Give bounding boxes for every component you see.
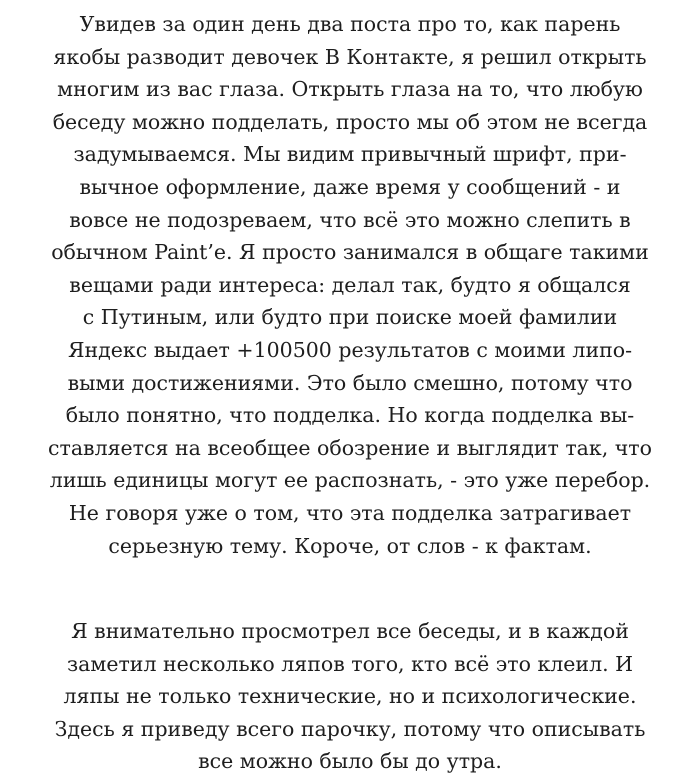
text-line: Яндекс выдает +100500 результатов с моими липо- xyxy=(67,337,633,362)
text-line: вычное оформление, даже время у сообщений - и xyxy=(79,174,621,199)
text-line: вовсе не подозреваем, что всё это можно слепить в xyxy=(69,207,631,232)
text-line: Не говоря уже о том, что эта подделка затрагивает xyxy=(68,500,632,525)
text-line: с Путиным, или будто при поиске моей фамилии xyxy=(82,305,618,330)
text-line: ставляется на всеобщее обозрение и выглядит так, что xyxy=(48,435,652,460)
text-line: лишь единицы могут ее распознать, - это уже перебор. xyxy=(49,468,651,493)
text-line: якобы разводит девочек В Контакте, я решил открыть xyxy=(53,44,647,69)
text-line: выми достижениями. Это было смешно, потому что xyxy=(67,370,633,395)
text-line: Здесь я приведу всего парочку, потому что описывать xyxy=(54,716,646,741)
paragraph-spacer xyxy=(6,562,694,615)
text-line: заметил несколько ляпов того, кто всё это клеил. И xyxy=(66,651,634,676)
text-line: все можно было бы до утра. xyxy=(198,749,502,774)
text-line: ляпы не только технические, но и психологические. xyxy=(63,684,637,709)
text-line: вещами ради интереса: делал так, будто я общался xyxy=(69,272,631,297)
text-line: серьезную тему. Короче, от слов - к фактам. xyxy=(108,533,592,558)
text-line: многим из вас глаза. Открыть глаза на то, что любую xyxy=(57,77,643,102)
paragraph-intro xyxy=(6,8,694,562)
paragraph-analysis xyxy=(6,615,694,778)
text-line: задумываемся. Мы видим привычный шрифт, при- xyxy=(73,142,627,167)
text-line: Увидев за один день два поста про то, как парень xyxy=(79,12,621,36)
text-line: обычном Paint’e. Я просто занимался в общаге такими xyxy=(51,240,649,265)
text-line: беседу можно подделать, просто мы об этом не всегда xyxy=(52,109,648,134)
text-line: Я внимательно просмотрел все беседы, и в каждой xyxy=(71,619,629,644)
text-line: было понятно, что подделка. Но когда подделка вы- xyxy=(65,403,635,428)
